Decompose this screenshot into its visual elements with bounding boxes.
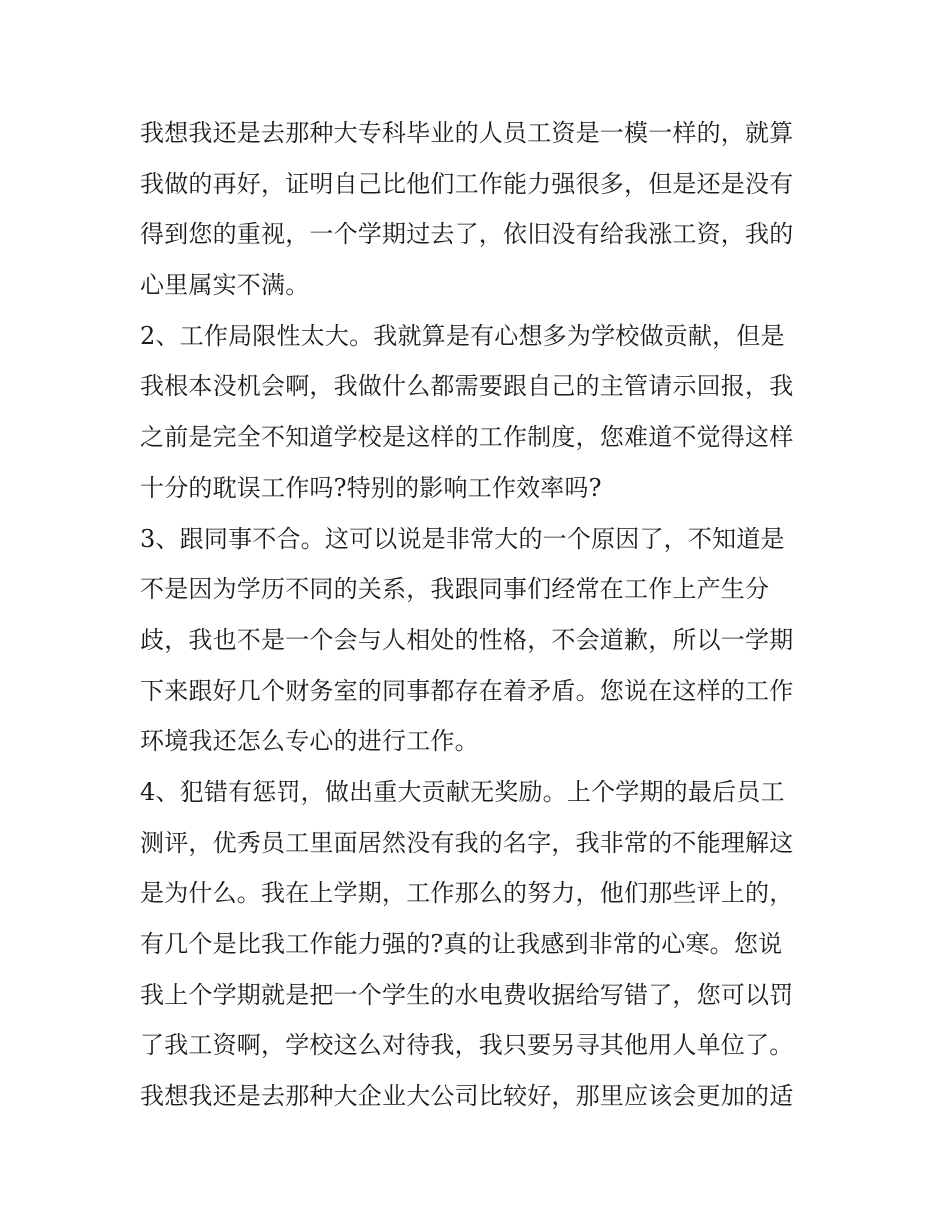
text-line-20: 我想我还是去那种大企业大公司比较好，那里应该会更加的适 [140, 1082, 794, 1111]
text-line-13: 环境我还怎么专心的进行工作。 [140, 727, 479, 756]
text-line-16: 是为什么。我在上学期，工作那么的努力，他们那些评上的， [140, 879, 794, 908]
text-line-4: 心里属实不满。 [140, 271, 310, 300]
text-line-2: 我做的再好，证明自己比他们工作能力强很多，但是还是没有 [140, 169, 794, 198]
text-line-18: 我上个学期就是把一个学生的水电费收据给写错了，您可以罚 [140, 980, 794, 1009]
text-line-3: 得到您的重视，一个学期过去了，依旧没有给我涨工资，我的 [140, 220, 794, 249]
text-line-11: 歧，我也不是一个会与人相处的性格，不会道歉，所以一学期 [140, 625, 794, 654]
text-line-15: 测评，优秀员工里面居然没有我的名字，我非常的不能理解这 [140, 828, 794, 857]
text-line-17: 有几个是比我工作能力强的?真的让我感到非常的心寒。您说 [140, 930, 783, 958]
text-line-6: 我根本没机会啊，我做什么都需要跟自己的主管请示回报，我 [140, 372, 794, 401]
text-line-9: 3、跟同事不合。这可以说是非常大的一个原因了，不知道是 [140, 524, 785, 553]
text-line-10: 不是因为学历不同的关系，我跟同事们经常在工作上产生分 [140, 575, 770, 604]
text-line-14: 4、犯错有惩罚，做出重大贡献无奖励。上个学期的最后员工 [140, 777, 785, 806]
text-line-8: 十分的耽误工作吗?特别的影响工作效率吗? [140, 473, 602, 502]
document-body [140, 108, 820, 1122]
text-line-7: 之前是完全不知道学校是这样的工作制度，您难道不觉得这样 [140, 423, 794, 452]
text-line-5: 2、工作局限性太大。我就算是有心想多为学校做贡献，但是 [140, 321, 785, 350]
text-line-19: 了我工资啊，学校这么对待我，我只要另寻其他用人单位了。 [140, 1031, 794, 1060]
text-line-12: 下来跟好几个财务室的同事都存在着矛盾。您说在这样的工作 [140, 676, 794, 705]
text-line-1: 我想我还是去那种大专科毕业的人员工资是一模一样的，就算 [140, 119, 794, 147]
